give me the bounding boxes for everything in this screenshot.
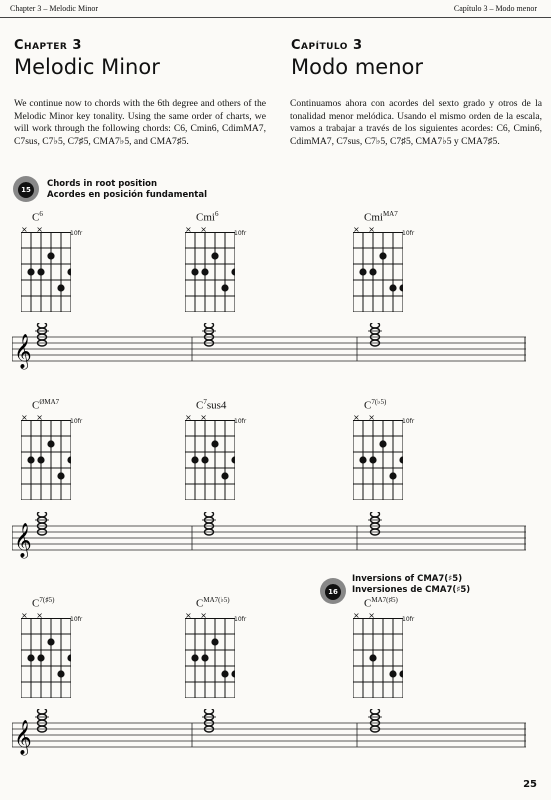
finger-dot (57, 284, 64, 291)
intro-text-es: Continuamos ahora con acordes del sexto grado y otros de la tonalidad menor melódica. Usando el mismo orden de la escala, vamos a trabajar a través de los siguientes acordes: C6, Cmin6, CdimMA7, C7sus, C7♭5, C7♯5, CMA7♭5 y CMA7♯5. (290, 98, 542, 147)
finger-dot (211, 440, 218, 447)
chord-diagram (178, 210, 298, 325)
treble-clef-icon: 𝄞 (14, 720, 32, 755)
fret-position-label: 10fr (234, 418, 247, 425)
finger-dot (57, 472, 64, 479)
fret-position-label: 10fr (70, 230, 83, 237)
finger-dot (201, 654, 208, 661)
track-title-es: Acordes en posición fundamental (47, 190, 207, 200)
finger-dot (67, 456, 71, 463)
muted-strings-mark: × × (185, 225, 210, 234)
finger-dot (231, 670, 235, 677)
intro-text-en: We continue now to chords with the 6th degree and others of the Melodic Minor key tonality. Using the same order of charts, we will work through the following chords: C6, Cmin6, CdimMA7, C7sus, C7♭5, C7♯5, CMA7♭5, and CMA7♯5. (14, 98, 266, 147)
fretboard-grid (353, 420, 403, 500)
finger-dot (369, 654, 376, 661)
fret-position-label: 10fr (70, 418, 83, 425)
fretboard-grid (185, 232, 235, 312)
chord-diagram (14, 210, 134, 325)
muted-strings-mark: × × (353, 225, 378, 234)
finger-dot (67, 268, 71, 275)
finger-dot (27, 654, 34, 661)
finger-dot (211, 638, 218, 645)
finger-dot (359, 456, 366, 463)
chord-name (364, 398, 386, 412)
page-number: 25 (523, 779, 537, 790)
fretboard-grid (21, 420, 71, 500)
finger-dot (389, 670, 396, 677)
chord-name (196, 210, 218, 224)
finger-dot (399, 456, 403, 463)
chord-root: C (196, 399, 204, 412)
muted-strings-mark: × × (21, 611, 46, 620)
chord-name (32, 398, 59, 412)
whole-note (38, 512, 47, 517)
audio-track-icon[interactable] (13, 176, 39, 202)
finger-dot (359, 268, 366, 275)
finger-dot (47, 440, 54, 447)
track-title (47, 179, 207, 201)
treble-clef-icon: 𝄞 (14, 334, 32, 369)
fret-position-label: 10fr (402, 616, 415, 623)
chord-root: C (364, 399, 372, 412)
fret-position-label: 10fr (234, 230, 247, 237)
running-header-right: Capítulo 3 – Modo menor (453, 4, 537, 13)
chord-diagram (178, 398, 298, 513)
chord-name (32, 210, 43, 224)
chord-name (32, 596, 55, 610)
chord-diagram (14, 398, 134, 513)
finger-dot (389, 284, 396, 291)
finger-dot (211, 252, 218, 259)
fretboard-grid (21, 232, 71, 312)
finger-dot (201, 268, 208, 275)
chord-diagram (346, 596, 466, 711)
finger-dot (37, 456, 44, 463)
finger-dot (389, 472, 396, 479)
finger-dot (67, 654, 71, 661)
fretboard-grid (353, 618, 403, 698)
chord-root: C (32, 597, 40, 610)
chord-superscript: MA7(♯5) (371, 596, 398, 604)
finger-dot (191, 268, 198, 275)
finger-dot (191, 456, 198, 463)
running-header-left: Chapter 3 – Melodic Minor (10, 4, 98, 13)
chord-root: C (32, 399, 40, 412)
finger-dot (231, 456, 235, 463)
fret-position-label: 10fr (70, 616, 83, 623)
whole-note (205, 512, 214, 517)
chord-root: C (32, 211, 40, 224)
chord-name (196, 398, 226, 412)
chapter-label-es: Capítulo 3 (291, 38, 363, 53)
chord-root: C (364, 597, 372, 610)
finger-dot (231, 268, 235, 275)
track-title (352, 574, 470, 596)
chord-root: C (196, 597, 204, 610)
finger-dot (47, 252, 54, 259)
muted-strings-mark: × × (185, 413, 210, 422)
muted-strings-mark: × × (353, 611, 378, 620)
chord-diagram (178, 596, 298, 711)
music-staff (12, 512, 526, 564)
fret-position-label: 10fr (234, 616, 247, 623)
track-number: 15 (18, 182, 34, 198)
finger-dot (399, 670, 403, 677)
chord-name (364, 596, 398, 610)
chord-superscript: MA7 (382, 210, 398, 218)
finger-dot (201, 456, 208, 463)
music-staff (12, 323, 526, 375)
muted-strings-mark: × × (185, 611, 210, 620)
music-staff (12, 709, 526, 761)
chord-superscript: 7(♭5) (371, 398, 387, 406)
finger-dot (399, 284, 403, 291)
finger-dot (57, 670, 64, 677)
finger-dot (27, 456, 34, 463)
chapter-label-en: Chapter 3 (14, 38, 82, 53)
header-rule (0, 17, 551, 18)
chord-superscript: 6 (39, 210, 43, 218)
muted-strings-mark: × × (21, 413, 46, 422)
chord-superscript: 7 (203, 398, 207, 406)
fretboard-grid (21, 618, 71, 698)
whole-note (205, 323, 214, 328)
whole-note (371, 512, 380, 517)
chord-name (196, 596, 230, 610)
finger-dot (379, 252, 386, 259)
finger-dot (37, 268, 44, 275)
track-title-en: Inversions of CMA7(♯5) (352, 574, 463, 584)
finger-dot (369, 268, 376, 275)
finger-dot (191, 654, 198, 661)
chord-superscript: 6 (214, 210, 219, 218)
whole-note (38, 323, 47, 328)
track-title-en: Chords in root position (47, 179, 158, 189)
chord-diagram (14, 596, 134, 711)
finger-dot (27, 268, 34, 275)
chord-superscript: ØMA7 (39, 398, 60, 406)
audio-track-icon[interactable] (320, 578, 346, 604)
whole-note (371, 709, 380, 714)
muted-strings-mark: × × (21, 225, 46, 234)
track-title-es: Inversiones de CMA7(♯5) (352, 585, 471, 595)
fretboard-grid (185, 618, 235, 698)
chord-diagram (346, 398, 466, 513)
whole-note (205, 709, 214, 714)
fret-position-label: 10fr (402, 230, 415, 237)
chord-suffix: sus4 (206, 399, 227, 412)
chord-superscript: MA7(♭5) (203, 596, 230, 604)
finger-dot (221, 472, 228, 479)
finger-dot (37, 654, 44, 661)
finger-dot (379, 440, 386, 447)
chord-root: Cmi (196, 211, 215, 224)
chord-diagram (346, 210, 466, 325)
finger-dot (369, 456, 376, 463)
track-number: 16 (325, 584, 341, 600)
finger-dot (221, 670, 228, 677)
chapter-title-es: Modo menor (291, 55, 423, 79)
fretboard-grid (185, 420, 235, 500)
treble-clef-icon: 𝄞 (14, 523, 32, 558)
chord-superscript: 7(♯5) (39, 596, 55, 604)
finger-dot (47, 638, 54, 645)
chapter-title-en: Melodic Minor (14, 55, 160, 79)
whole-note (371, 323, 380, 328)
whole-note (38, 709, 47, 714)
chord-name (364, 210, 398, 224)
muted-strings-mark: × × (353, 413, 378, 422)
chord-root: Cmi (364, 211, 383, 224)
finger-dot (221, 284, 228, 291)
fretboard-grid (353, 232, 403, 312)
fret-position-label: 10fr (402, 418, 415, 425)
